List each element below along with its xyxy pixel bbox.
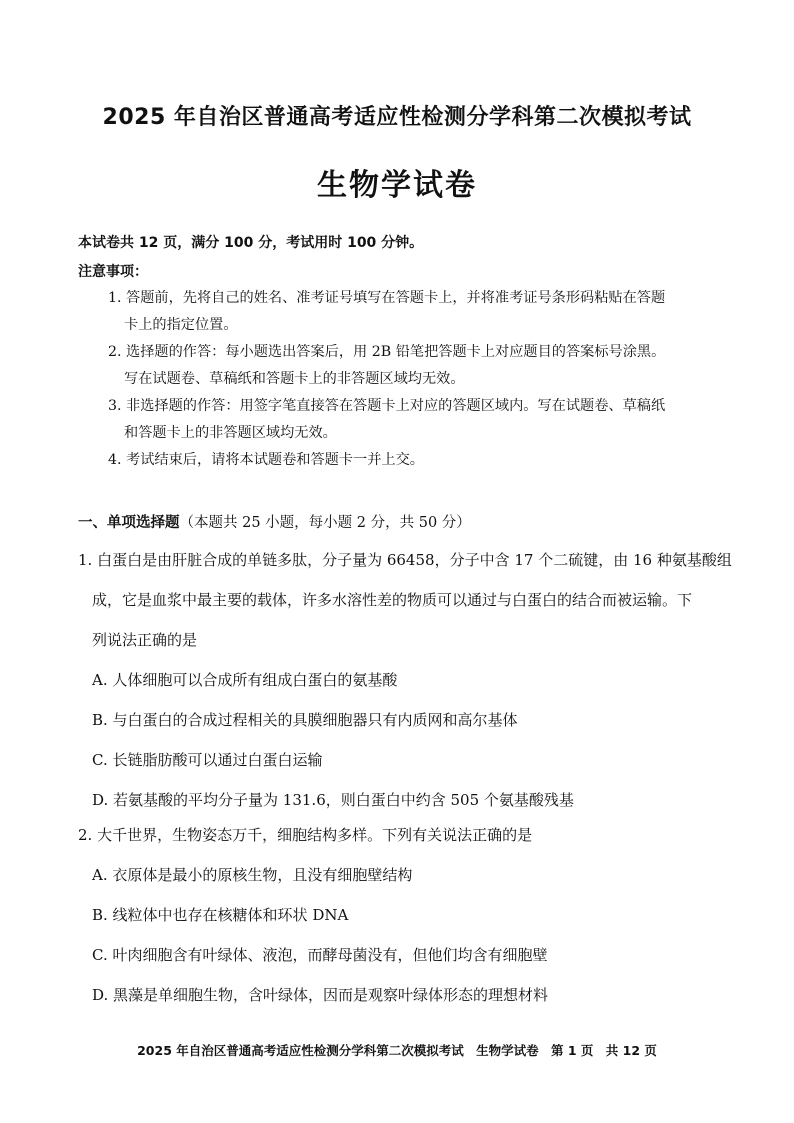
- notice-item-line: 写在试题卷、草稿纸和答题卡上的非答题区域均无效。: [124, 371, 465, 387]
- question-option-b: B. 与白蛋白的合成过程相关的具膜细胞器只有内质网和高尔基体: [92, 711, 518, 729]
- notice-item-line: 1. 答题前，先将自己的姓名、准考证号填写在答题卡上，并将准考证号条形码粘贴在答题: [108, 290, 666, 306]
- question-option-d: D. 若氨基酸的平均分子量为 131.6，则白蛋白中约含 505 个氨基酸残基: [92, 791, 574, 809]
- section-detail: （本题共 25 小题，每小题 2 分，共 50 分）: [179, 515, 471, 531]
- page-footer: [0, 1041, 794, 1059]
- subject-title: 生物学试卷: [317, 168, 477, 203]
- notice-item-line: 3. 非选择题的作答：用签字笔直接答在答题卡上对应的答题区域内。写在试题卷、草稿纸: [108, 398, 666, 414]
- footer-page: 第 1 页: [551, 1043, 594, 1058]
- notice-item: [108, 393, 748, 447]
- notice-item-line: 和答题卡上的非答题区域均无效。: [124, 425, 337, 441]
- question-stem: 2. 大千世界，生物姿态万千，细胞结构多样。下列有关说法正确的是: [78, 826, 533, 844]
- question-option-d: D. 黑藻是单细胞生物，含叶绿体，因而是观察叶绿体形态的理想材料: [92, 986, 549, 1004]
- notice-list: [108, 285, 748, 474]
- notice-item-line: 2. 选择题的作答：每小题选出答案后，用 2B 铅笔把答题卡上对应题目的答案标号涂黑。: [108, 344, 666, 360]
- question-1: [78, 540, 758, 820]
- exam-title: 2025 年自治区普通高考适应性检测分学科第二次模拟考试: [102, 105, 692, 130]
- question-option-b: B. 线粒体中也存在核糖体和环状 DNA: [92, 906, 349, 924]
- question-stem: 1. 白蛋白是由肝脏合成的单链多肽，分子量为 66458，分子中含 17 个二硫键，由 16 种氨基酸组: [78, 551, 732, 569]
- notice-item-line: 4. 考试结束后，请将本试题卷和答题卡一并上交。: [108, 452, 424, 468]
- footer-total: 共 12 页: [605, 1043, 657, 1058]
- notice-item: [108, 447, 748, 474]
- footer-exam: 2025 年自治区普通高考适应性检测分学科第二次模拟考试: [137, 1043, 464, 1058]
- notice-item-line: 卡上的指定位置。: [124, 317, 238, 333]
- question-option-a: A. 衣原体是最小的原核生物，且没有细胞壁结构: [92, 866, 413, 884]
- notice-item: [108, 339, 748, 393]
- exam-info: 本试卷共 12 页，满分 100 分，考试用时 100 分钟。: [78, 235, 424, 251]
- question-2: [78, 815, 758, 1015]
- question-stem: 列说法正确的是: [92, 631, 198, 649]
- question-option-a: A. 人体细胞可以合成所有组成白蛋白的氨基酸: [92, 671, 398, 689]
- footer-subject: 生物学试卷: [476, 1043, 539, 1058]
- question-option-c: C. 叶肉细胞含有叶绿体、液泡，而酵母菌没有，但他们均含有细胞壁: [92, 946, 548, 964]
- question-option-c: C. 长链脂肪酸可以通过白蛋白运输: [92, 751, 323, 769]
- section-heading: [78, 511, 471, 532]
- notice-heading: 注意事项：: [78, 264, 148, 280]
- section-title: 一、单项选择题: [78, 515, 180, 531]
- notice-item: [108, 285, 748, 339]
- question-stem: 成，它是血浆中最主要的载体，许多水溶性差的物质可以通过与白蛋白的结合而被运输。下: [92, 591, 693, 609]
